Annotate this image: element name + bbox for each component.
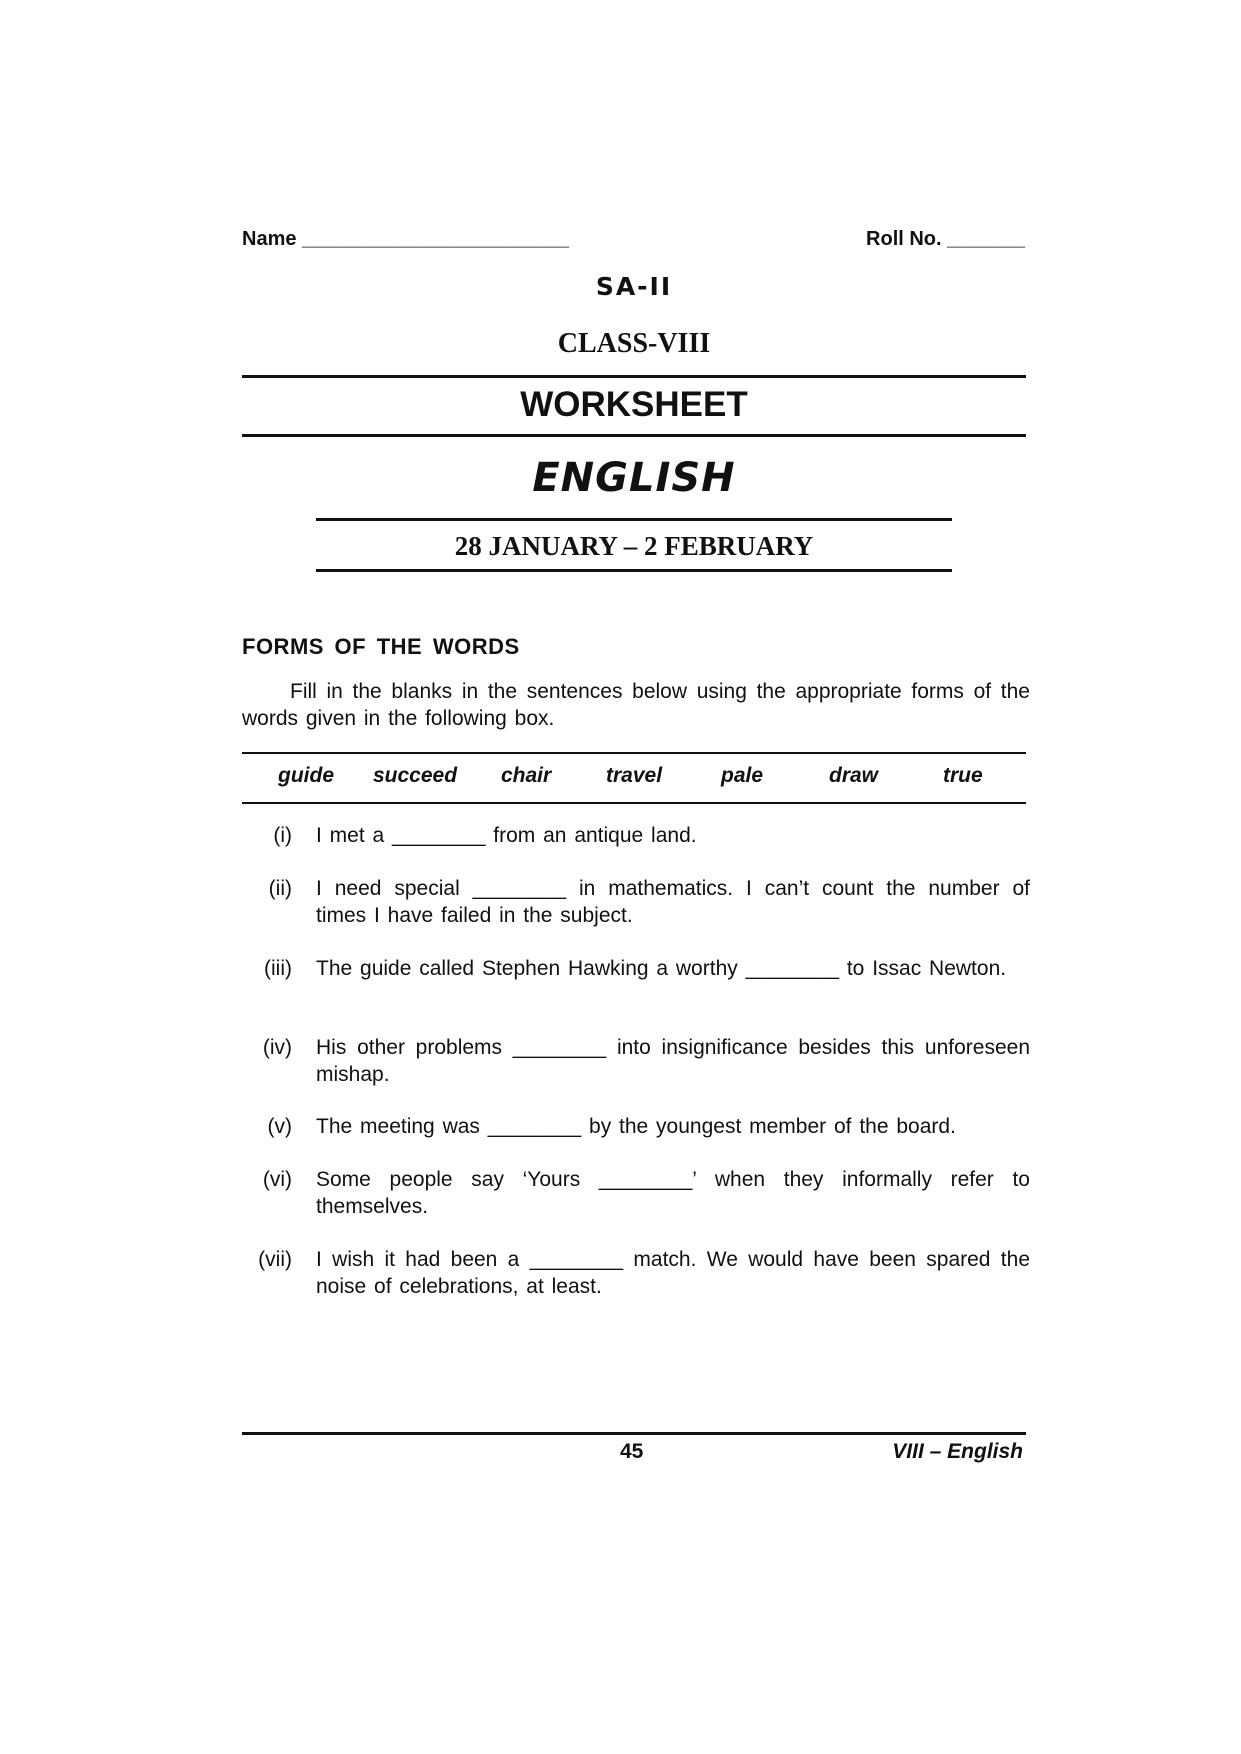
subject-title: ENGLISH — [532, 455, 736, 501]
word-box-item: travel — [606, 764, 663, 787]
divider — [316, 569, 952, 572]
question-number: (v) — [267, 1115, 292, 1138]
question-text: Some people say ‘Yours ________’ when they informally refer to themselves. — [316, 1168, 1030, 1218]
divider — [242, 434, 1026, 437]
page-number: 45 — [620, 1440, 644, 1463]
question-number: (vii) — [258, 1248, 292, 1271]
footer-label: VIII – English — [892, 1440, 1023, 1463]
divider — [316, 518, 952, 521]
instruction-text: Fill in the blanks in the sentences below using the appropriate forms of the words given in the following box. — [242, 680, 1030, 730]
question-number: (vi) — [262, 1168, 292, 1191]
date-range: 28 JANUARY – 2 FEBRUARY — [454, 531, 814, 561]
question-text: I met a ________ from an antique land. — [316, 824, 697, 847]
footer-divider — [242, 1432, 1026, 1435]
word-box-item: succeed — [373, 764, 458, 787]
question-text: The meeting was ________ by the youngest member of the board. — [316, 1115, 956, 1138]
question-number: (ii) — [268, 877, 292, 900]
word-box-item: pale — [721, 764, 764, 787]
page-title: WORKSHEET — [520, 385, 748, 424]
question-number: (i) — [273, 824, 292, 847]
question-number: (iii) — [264, 957, 292, 980]
question-text: His other problems ________ into insignificance besides this unforeseen mishap. — [316, 1036, 1030, 1086]
question-number: (iv) — [262, 1036, 292, 1059]
question-text: I wish it had been a ________ match. We would have been spared the noise of celebrations, at least. — [316, 1248, 1030, 1298]
divider — [242, 375, 1026, 378]
class-label: CLASS-VIII — [557, 328, 711, 359]
word-box-item: draw — [829, 764, 879, 787]
section-heading: FORMS OF THE WORDS — [242, 634, 520, 659]
word-box-item: guide — [278, 764, 334, 787]
question-text: The guide called Stephen Hawking a worthy ________ to Issac Newton. — [316, 957, 1007, 980]
exam-label: SA-II — [595, 272, 673, 301]
name-field-label: Name ________________________ — [242, 228, 569, 250]
word-box — [242, 752, 1026, 804]
word-box-item: chair — [501, 764, 552, 787]
roll-no-field-label: Roll No. _______ — [866, 228, 1025, 250]
word-box-item: true — [943, 764, 983, 787]
question-text: I need special ________ in mathematics. I can’t count the number of times I have failed in the subject. — [316, 877, 1030, 927]
